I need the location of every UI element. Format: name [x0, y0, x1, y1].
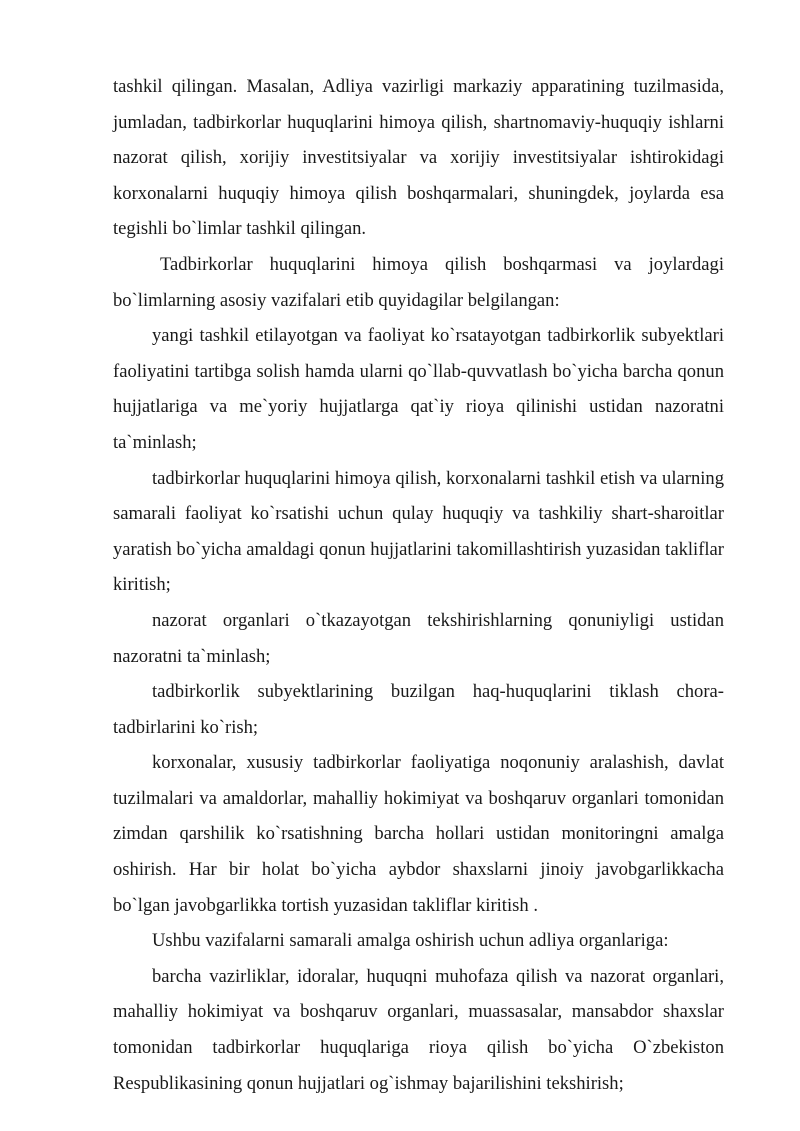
paragraph-powers-heading: Ushbu vazifalarni samarali amalga oshirish uchun adliya organlariga:	[152, 930, 669, 952]
document-page	[113, 69, 724, 1101]
paragraph-task-2: tadbirkorlar huquqlarini himoya qilish, korxonalarni tashkil etish va ularning samarali faoliyat ko`rsatishi uchun qulay huquqiy va tashkiliy shart-sharoitlar yaratish bo`yicha amaldagi qonun hujjatlarini takomillashtirish yuzasidan takliflar kiritish;	[113, 467, 724, 596]
paragraph-intro-continuation: tashkil qilingan. Masalan, Adliya vazirligi markaziy apparatining tuzilmasida, jumladan, tadbirkorlar huquqlarini himoya qilish, shartnomaviy-huquqiy ishlarni nazorat qilish, xorijiy investitsiyalar va xorijiy investitsiyalar ishtirokidagi korxonalarni huquqiy himoya qilish boshqarmalari, shuningdek, joylarda esa tegishli bo`limlar tashkil qilingan.	[113, 76, 724, 240]
paragraph-task-1: yangi tashkil etilayotgan va faoliyat ko`rsatayotgan tadbirkorlik subyektlari faoliyatini tartibga solish hamda ularni qo`llab-quvvatlash bo`yicha barcha qonun hujjatlariga va me`yoriy hujjatlarga qat`iy rioya qilinishi ustidan nazoratni ta`minlash;	[113, 325, 724, 453]
paragraph-power-1: barcha vazirliklar, idoralar, huquqni muhofaza qilish va nazorat organlari, mahalliy hokimiyat va boshqaruv organlari, muassasalar, mansabdor shaxslar tomonidan tadbirkorlar huquqlariga rioya qilish bo`yicha O`zbekiston Respublikasining qonun hujjatlari og`ishmay bajarilishini tekshirish;	[113, 965, 724, 1094]
paragraph-task-3: nazorat organlari o`tkazayotgan tekshirishlarning qonuniyligi ustidan nazoratni ta`minlash;	[113, 609, 724, 667]
paragraph-task-4: tadbirkorlik subyektlarining buzilgan haq-huquqlarini tiklash chora-tadbirlarini ko`rish;	[113, 681, 724, 738]
paragraph-tasks-heading: Tadbirkorlar huquqlarini himoya qilish boshqarmasi va joylardagi bo`limlarning asosiy vazifalari etib quyidagilar belgilangan:	[113, 253, 724, 311]
paragraph-task-5: korxonalar, xususiy tadbirkorlar faoliyatiga noqonuniy aralashish, davlat tuzilmalari va amaldorlar, mahalliy hokimiyat va boshqaruv organlari tomonidan zimdan qarshilik ko`rsatishning barcha hollari ustidan monitoringni amalga oshirish. Har bir holat bo`yicha aybdor shaxslarni jinoiy javobgarlikkacha bo`lgan javobgarlikka tortish yuzasidan takliflar kiritish .	[113, 752, 724, 916]
